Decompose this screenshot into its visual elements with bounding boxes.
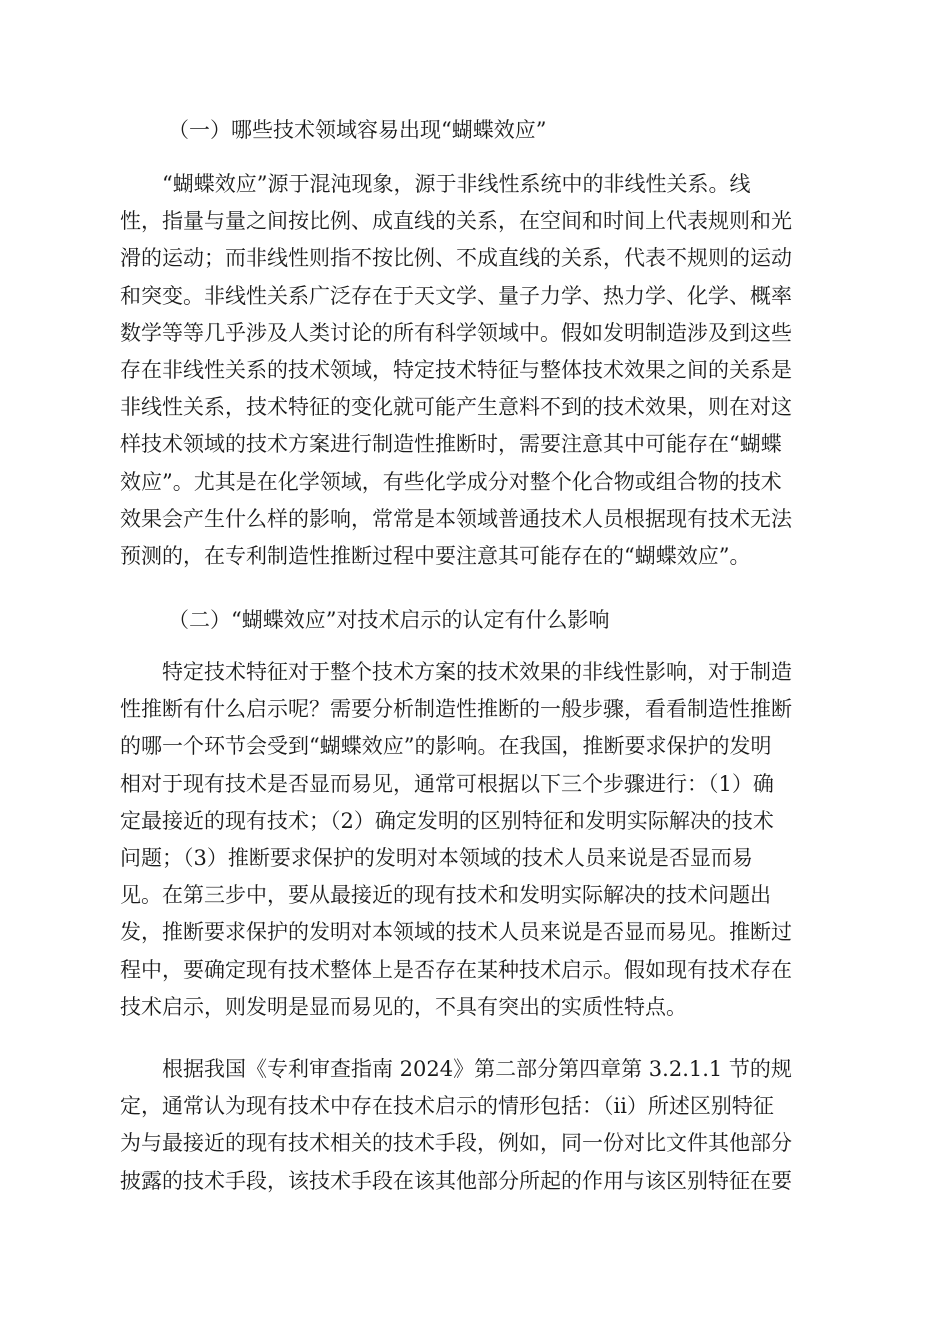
text-line: 性推断有什么启示呢？需要分析制造性推断的一般步骤，看看制造性推断 xyxy=(120,697,792,722)
paragraph-2 xyxy=(120,654,832,1026)
text-line: “蝴蝶效应”源于混沌现象，源于非线性系统中的非线性关系。线 xyxy=(162,172,751,196)
text-line: 存在非线性关系的技术领域，特定技术特征与整体技术效果之间的关系是 xyxy=(120,357,792,382)
text-line: 定，通常认为现有技术中存在技术启示的情形包括：（ii）所述区别特征 xyxy=(120,1094,774,1119)
text-line: 和突变。非线性关系广泛存在于天文学、量子力学、热力学、化学、概率 xyxy=(120,283,792,308)
text-line: 样技术领域的技术方案进行制造性推断时，需要注意其中可能存在“蝴蝶 xyxy=(120,432,782,457)
text-line: 程中，要确定现有技术整体上是否存在某种技术启示。假如现有技术存在 xyxy=(120,957,792,982)
text-line: 非线性关系，技术特征的变化就可能产生意料不到的技术效果，则在对这 xyxy=(120,395,792,420)
text-line: 预测的，在专利制造性推断过程中要注意其可能存在的“蝴蝶效应”。 xyxy=(120,543,751,568)
text-line: 发，推断要求保护的发明对本领域的技术人员来说是否显而易见。推断过 xyxy=(120,920,792,945)
paragraph-1 xyxy=(120,166,832,575)
section-heading-1: （一）哪些技术领域容易出现“蝴蝶效应” xyxy=(168,118,547,142)
paragraph-3 xyxy=(120,1051,832,1200)
text-line: 为与最接近的现有技术相关的技术手段，例如，同一份对比文件其他部分 xyxy=(120,1131,792,1156)
text-line: 定最接近的现有技术；（2）确定发明的区别特征和发明实际解决的技术 xyxy=(120,808,774,833)
text-line: 的哪一个环节会受到“蝴蝶效应”的影响。在我国，推断要求保护的发明 xyxy=(120,734,772,759)
text-line: 滑的运动；而非线性则指不按比例、不成直线的关系，代表不规则的运动 xyxy=(120,246,792,271)
text-line: 性，指量与量之间按比例、成直线的关系，在空间和时间上代表规则和光 xyxy=(120,209,792,234)
text-line: 效果会产生什么样的影响，常常是本领域普通技术人员根据现有技术无法 xyxy=(120,506,792,531)
section-heading-2: （二）“蝴蝶效应”对技术启示的认定有什么影响 xyxy=(168,608,610,632)
text-line: 数学等等几乎涉及人类讨论的所有科学领域中。假如发明制造涉及到这些 xyxy=(120,320,792,345)
text-line: 根据我国《专利审查指南 2024》第二部分第四章第 3.2.1.1 节的规 xyxy=(162,1057,792,1081)
text-line: 效应”。尤其是在化学领域，有些化学成分对整个化合物或组合物的技术 xyxy=(120,469,782,494)
text-line: 问题；（3）推断要求保护的发明对本领域的技术人员来说是否显而易 xyxy=(120,845,753,870)
text-line: 见。在第三步中，要从最接近的现有技术和发明实际解决的技术问题出 xyxy=(120,883,771,908)
text-line: 披露的技术手段，该技术手段在该其他部分所起的作用与该区别特征在要 xyxy=(120,1168,792,1193)
text-line: 特定技术特征对于整个技术方案的技术效果的非线性影响，对于制造 xyxy=(162,660,792,684)
text-line: 相对于现有技术是否显而易见，通常可根据以下三个步骤进行：（1）确 xyxy=(120,771,774,796)
text-line: 技术启示，则发明是显而易见的，不具有突出的实质性特点。 xyxy=(120,994,687,1019)
